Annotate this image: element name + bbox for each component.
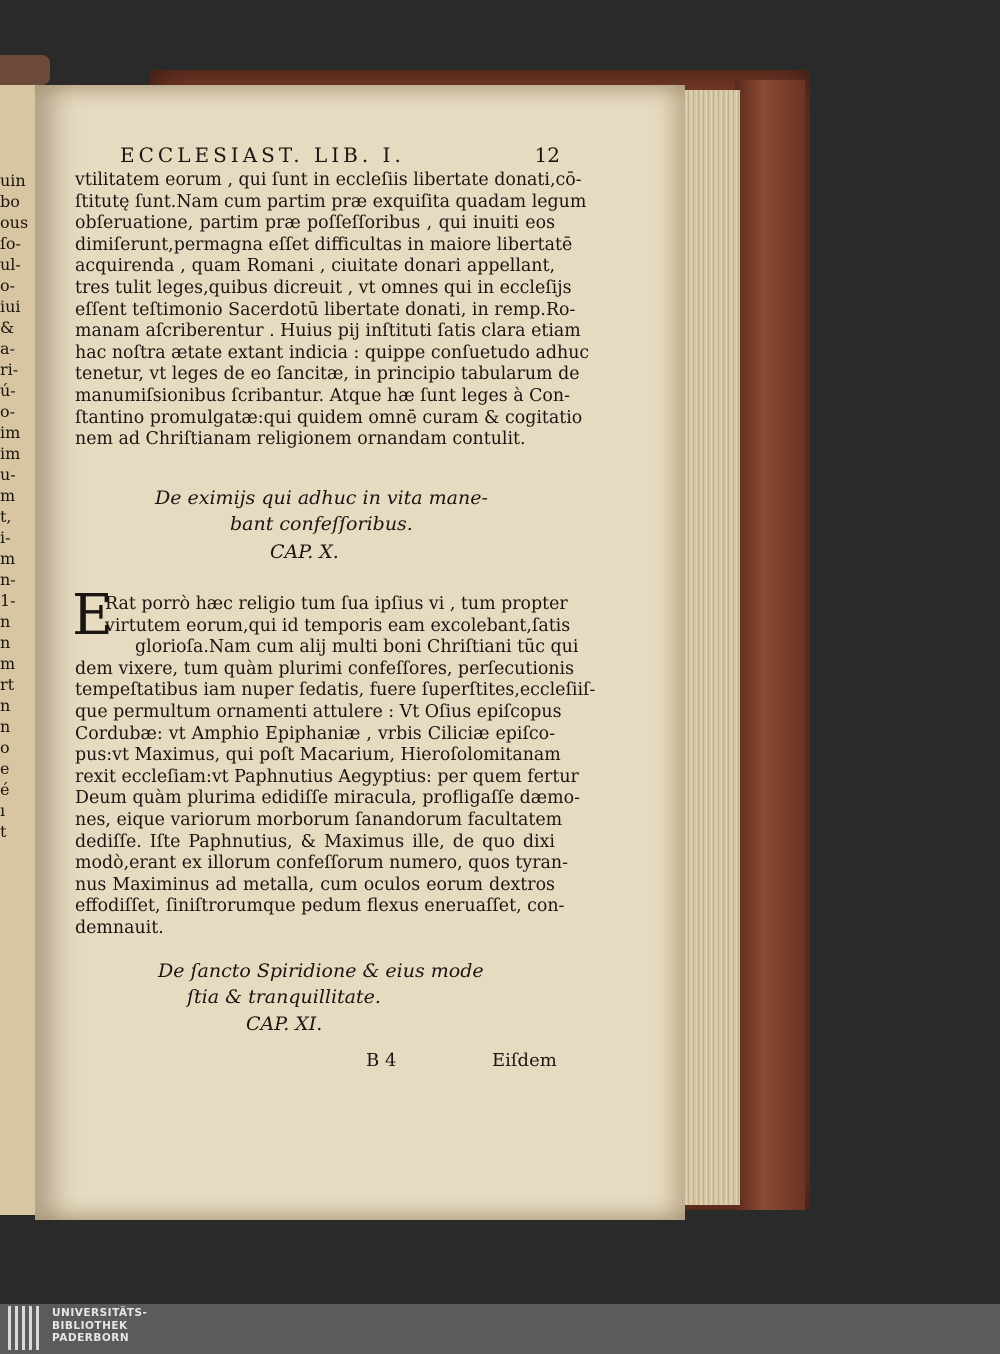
- text-line: dediſſe. Iſte Paphnutius, & Maximus ille, de quo dixi: [75, 831, 555, 852]
- book-spine-edge: [735, 80, 805, 1210]
- text-line: nes, eique variorum morborum ſanandorum facultatem: [75, 809, 563, 830]
- left-page-fragment: iui: [0, 297, 21, 316]
- text-line: tempeſtatibus iam nuper ſedatis, fuere ſuperſtites,eccleſiiſ-: [75, 680, 596, 701]
- text-line: tenetur, vt leges de eo ſancitæ, in principio tabularum de: [75, 364, 580, 385]
- left-page-fragment: a-: [0, 339, 15, 358]
- catchword: Eiſdem: [492, 1050, 557, 1071]
- drop-cap: E: [72, 583, 113, 648]
- chapter-heading-line-1: De eximijs qui adhuc in vita mane-: [155, 487, 488, 509]
- left-page-fragment: t: [0, 822, 7, 841]
- left-page-fragment: m: [0, 654, 16, 673]
- left-page-fragments: [0, 170, 40, 842]
- left-page-fragment: ı: [0, 801, 6, 820]
- left-cover-corner: [0, 55, 50, 85]
- paragraph-2: [75, 594, 596, 940]
- left-page-fragment: m: [0, 486, 16, 505]
- left-page-fragment: n: [0, 696, 11, 715]
- running-head-title: ECCLESIAST. LIB. I.: [120, 143, 405, 167]
- left-page-fragment: ú-: [0, 381, 16, 400]
- left-page-fragment: im: [0, 423, 21, 442]
- left-page-fragment: ri-: [0, 360, 19, 379]
- text-line: rexit eccleſiam:vt Paphnutius Aegyptius: per quem fertur: [75, 766, 579, 787]
- left-page-fragment: n: [0, 612, 11, 631]
- left-page-fragment: &: [0, 318, 15, 337]
- running-head: [120, 143, 560, 167]
- text-line: dem vixere, tum quàm plurimi confeſſores, perſecutionis: [75, 658, 575, 679]
- text-line: vtilitatem eorum , qui ſunt in eccleſiis libertate donati,cō-: [75, 170, 582, 190]
- left-page-fragment: o: [0, 738, 10, 757]
- text-line: obſeruatione, partim præ poſſeſſoribus , qui inuiti eos: [75, 213, 555, 234]
- left-page-fragment: bo: [0, 192, 20, 211]
- left-page-fragment: ſo-: [0, 234, 21, 253]
- left-page-fragment: t,: [0, 507, 12, 526]
- text-line: nem ad Chriſtianam religionem ornandam contulit.: [75, 429, 526, 450]
- text-line: Deum quàm plurima edidiſſe miracula, profligaſſe dæmo-: [75, 788, 580, 809]
- text-line: manam aſcriberentur . Huius pij inſtituti ſatis clara etiam: [75, 321, 581, 342]
- left-page-fragment: n: [0, 717, 11, 736]
- chapter-heading-2-line-2: ſtia & tranquillitate.: [187, 986, 381, 1008]
- library-logo-icon: [8, 1306, 48, 1350]
- logo-line-1: UNIVERSITÄTS-: [52, 1307, 148, 1319]
- left-page-fragment: n: [0, 633, 11, 652]
- signature-mark: B 4: [366, 1050, 397, 1071]
- left-page-fragment: o-: [0, 402, 16, 421]
- library-logo-text: [52, 1307, 147, 1345]
- left-page-fragment: ous: [0, 213, 29, 232]
- left-page-fragment: uin: [0, 171, 26, 190]
- text-line: tres tulit leges,quibus dicreuit , vt omnes qui in eccleſijs: [75, 277, 572, 298]
- text-line: Rat porrò hæc religio tum ſua ipſius vi , tum propter: [105, 594, 568, 614]
- text-line: ſtantino promulgatæ:qui quidem omnē curam & cogitatio: [75, 407, 583, 428]
- left-page-fragment: é: [0, 780, 10, 799]
- left-page-fragment: o-: [0, 276, 16, 295]
- text-line: pus:vt Maximus, qui poſt Macarium, Hieroſolomitanam: [75, 745, 561, 766]
- text-line: modò,erant ex illorum confeſſorum numero, quos tyran-: [75, 853, 568, 874]
- logo-line-2: BIBLIOTHEK: [52, 1319, 128, 1332]
- text-line: manumiſsionibus ſcribantur. Atque hæ ſunt leges à Con-: [75, 385, 570, 406]
- logo-line-3: PADERBORN: [52, 1332, 130, 1344]
- text-line: que permultum ornamenti attulere : Vt Oſius epiſcopus: [75, 701, 562, 722]
- text-line: dimiſerunt,permagna eſſet difficultas in maiore libertatē: [75, 234, 573, 255]
- text-line: glorioſa.Nam cum alij multi boni Chriſtiani tūc qui: [135, 637, 579, 658]
- text-line: nus Maximinus ad metalla, cum oculos eorum dextros: [75, 874, 555, 895]
- left-page-fragment: rt: [0, 675, 15, 694]
- text-line: hac noſtra ætate extant indicia : quippe conſuetudo adhuc: [75, 342, 590, 363]
- text-line: ſtitutę ſunt.Nam cum partim præ exquiſita quadam legum: [75, 191, 587, 212]
- left-page-fragment: m: [0, 549, 16, 568]
- left-page-fragment: im: [0, 444, 21, 463]
- paragraph-1: [75, 170, 590, 451]
- text-line: eſſent teſtimonio Sacerdotū libertate donati, in remp.Ro-: [75, 299, 576, 320]
- chapter-number: CAP. X.: [270, 541, 339, 563]
- left-page-fragment: ul-: [0, 255, 21, 274]
- library-footer-bar: [0, 1304, 1000, 1354]
- text-line: demnauit.: [75, 917, 164, 938]
- text-line: effodiſſet, ſiniſtrorumque pedum flexus eneruaſſet, con-: [75, 896, 565, 917]
- left-page-fragment: e: [0, 759, 10, 778]
- page-number: 12: [534, 143, 560, 167]
- text-line: virtutem eorum,qui id temporis eam excolebant,ſatis: [105, 615, 571, 636]
- left-page-fragment: n-: [0, 570, 16, 589]
- text-line: Cordubæ: vt Amphio Epiphaniæ , vrbis Ciliciæ epiſco-: [75, 723, 555, 744]
- left-page-fragment: i-: [0, 528, 11, 547]
- chapter-heading-2-line-1: De ſancto Spiridione & eius mode: [158, 960, 484, 982]
- page-stack-edge: [680, 90, 740, 1205]
- chapter-number-2: CAP. XI.: [246, 1013, 323, 1035]
- left-page-fragment: 1-: [0, 591, 16, 610]
- left-page-fragment: u-: [0, 465, 16, 484]
- text-line: acquirenda , quam Romani , ciuitate donari appellant,: [75, 256, 555, 277]
- chapter-heading-line-2: bant confeſſoribus.: [230, 513, 413, 535]
